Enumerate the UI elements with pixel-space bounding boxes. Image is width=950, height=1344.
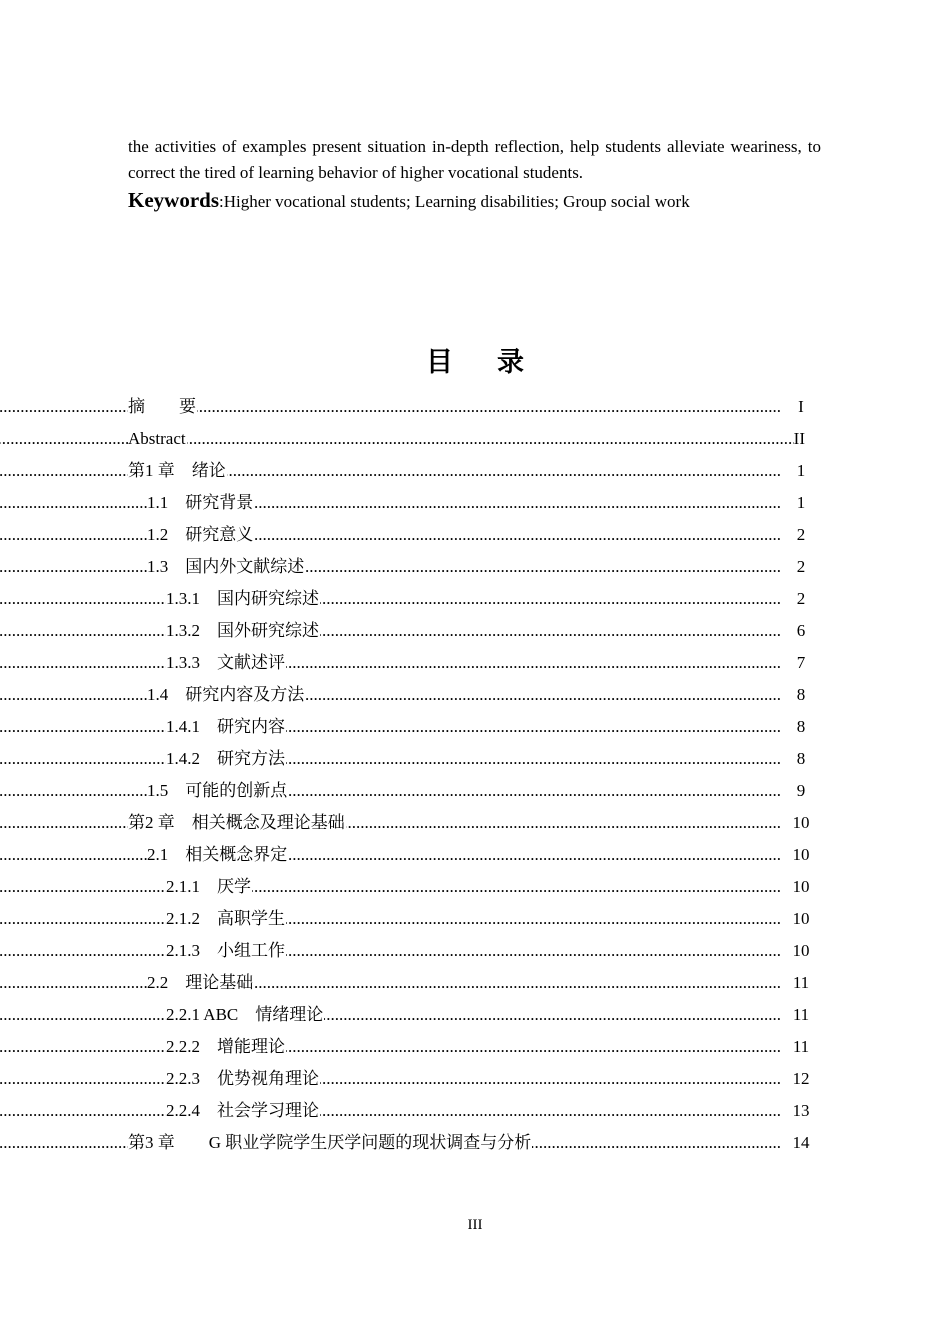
toc-entry-label: 1.3.2 国外研究综述 [166, 615, 320, 647]
toc-leader-dots [0, 967, 781, 999]
toc-entry-label: 1.4 研究内容及方法 [147, 679, 305, 711]
toc-entry-page: 11 [792, 1005, 810, 1024]
toc-entry-label: 2.1.2 高职学生 [166, 903, 286, 935]
toc-entry[interactable] [128, 1031, 821, 1063]
toc-entry-page: 2 [796, 589, 806, 608]
toc-leader-dots [0, 679, 781, 711]
toc-entry[interactable] [128, 391, 821, 423]
toc-entry-page: 10 [792, 941, 810, 960]
toc-entry[interactable] [128, 551, 821, 583]
abstract-paragraph-end: the activities of examples present situation in-depth reflection, help students alleviate weariness, to correct the tired of learning behavior of higher vocational students. [128, 137, 821, 182]
keywords-line [128, 186, 821, 216]
toc-entry-label: 2.1.1 厌学 [166, 871, 252, 903]
toc-entry[interactable] [128, 903, 821, 935]
toc-entry[interactable] [128, 743, 821, 775]
toc-entry-page: 8 [796, 717, 806, 736]
toc-title: 目录 [426, 347, 568, 378]
toc-entry[interactable] [128, 1095, 821, 1127]
toc-entry-page: 13 [792, 1101, 810, 1120]
toc-entry-page: 2 [796, 557, 806, 576]
toc-leader-dots [0, 1095, 781, 1127]
toc-entry-label: 第1 章 绪论 [128, 455, 227, 487]
toc-entry-page: 10 [792, 909, 810, 928]
toc-entry-page: II [794, 423, 805, 455]
toc-leader-dots [0, 583, 781, 615]
toc-leader-dots [0, 1063, 781, 1095]
toc-leader-dots [0, 423, 805, 455]
toc-entry-page: 8 [796, 749, 806, 768]
toc-entry-label: 1.1 研究背景 [147, 487, 254, 519]
toc-leader-dots [0, 999, 781, 1031]
toc-entry-label: 2.2.1 ABC 情绪理论 [166, 999, 324, 1031]
toc-entry-label: 第3 章 G 职业学院学生厌学问题的现状调查与分析 [128, 1127, 532, 1159]
toc-entry[interactable] [128, 1127, 821, 1159]
toc-leader-dots [0, 807, 781, 839]
toc-entry[interactable] [128, 647, 821, 679]
toc-leader-dots [0, 1031, 781, 1063]
toc-leader-dots [0, 743, 781, 775]
toc-leader-dots [0, 871, 781, 903]
toc-entry[interactable] [128, 1063, 821, 1095]
toc-entry[interactable] [128, 775, 821, 807]
toc-leader-dots [0, 615, 781, 647]
toc-entry-page: 1 [796, 461, 806, 480]
toc-entry[interactable] [128, 871, 821, 903]
toc-entry[interactable] [128, 679, 821, 711]
toc-leader-dots [0, 839, 781, 871]
toc-entry-label: 1.4.1 研究内容 [166, 711, 286, 743]
toc-leader-dots [0, 935, 781, 967]
toc-entry-page: I [798, 397, 804, 416]
toc-entry[interactable] [128, 807, 821, 839]
toc-entry-label: 1.5 可能的创新点 [147, 775, 288, 807]
toc-entry-page: 10 [792, 845, 810, 864]
toc-entry-label: 第2 章 相关概念及理论基础 [128, 807, 346, 839]
toc-entry-label: 1.3 国内外文献综述 [147, 551, 305, 583]
toc-entry-label: 1.2 研究意义 [147, 519, 254, 551]
toc-entry[interactable] [128, 999, 821, 1031]
toc-entry-page: 1 [796, 493, 806, 512]
toc-entry[interactable] [128, 423, 821, 455]
toc-entry-label: 1.4.2 研究方法 [166, 743, 286, 775]
footer-page-number: III [467, 1217, 483, 1233]
toc-leader-dots [0, 775, 781, 807]
toc-entry-page: 8 [796, 685, 806, 704]
toc-leader-dots [0, 519, 781, 551]
toc-entry[interactable] [128, 935, 821, 967]
toc-entry[interactable] [128, 455, 821, 487]
toc-entry-page: 2 [796, 525, 806, 544]
toc-leader-dots [0, 551, 781, 583]
toc-entry[interactable] [128, 711, 821, 743]
table-of-contents [128, 391, 821, 1159]
toc-entry-label: 2.2.3 优势视角理论 [166, 1063, 320, 1095]
toc-entry-page: 6 [796, 621, 806, 640]
toc-leader-dots [0, 391, 781, 423]
toc-leader-dots [0, 711, 781, 743]
keywords-label: Keywords [128, 188, 219, 212]
toc-entry[interactable] [128, 519, 821, 551]
toc-entry-label: 1.3.3 文献述评 [166, 647, 286, 679]
toc-entry-page: 14 [792, 1133, 810, 1152]
toc-entry-page: 7 [796, 653, 806, 672]
keywords-text: :Higher vocational students; Learning disabilities; Group social work [219, 192, 690, 211]
toc-entry-label: 1.3.1 国内研究综述 [166, 583, 320, 615]
toc-entry-label: 2.2.2 增能理论 [166, 1031, 286, 1063]
toc-entry-label: 2.2.4 社会学习理论 [166, 1095, 320, 1127]
toc-entry[interactable] [128, 967, 821, 999]
toc-entry-page: 10 [792, 877, 810, 896]
toc-leader-dots [0, 455, 781, 487]
toc-leader-dots [0, 487, 781, 519]
toc-entry[interactable] [128, 839, 821, 871]
toc-entry-label: 摘 要 [128, 391, 197, 423]
toc-entry[interactable] [128, 583, 821, 615]
toc-entry-label: 2.1 相关概念界定 [147, 839, 288, 871]
toc-leader-dots [0, 647, 781, 679]
toc-entry[interactable] [128, 487, 821, 519]
toc-entry-label: 2.2 理论基础 [147, 967, 254, 999]
toc-entry-page: 11 [792, 973, 810, 992]
toc-entry-page: 11 [792, 1037, 810, 1056]
toc-entry-label: 2.1.3 小组工作 [166, 935, 286, 967]
toc-entry-page: 10 [792, 813, 810, 832]
toc-entry-page: 9 [796, 781, 806, 800]
toc-entry[interactable] [128, 615, 821, 647]
toc-entry-label: Abstract [128, 423, 187, 455]
toc-leader-dots [0, 903, 781, 935]
toc-entry-page: 12 [792, 1069, 810, 1088]
